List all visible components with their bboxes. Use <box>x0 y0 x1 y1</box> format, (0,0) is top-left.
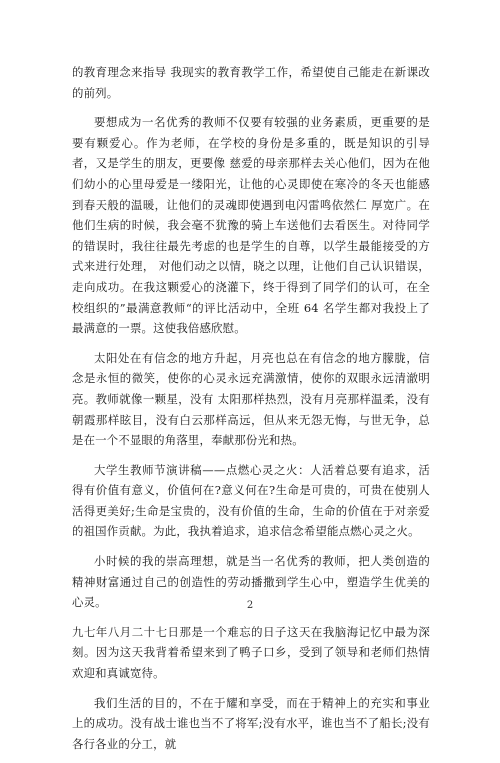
paragraph-1: 的教育理念来指导 我现实的教育教学工作，希望使自己能走在新课改的前列。 <box>72 65 430 100</box>
paragraph-6: 九七年八月二十七日那是一个难忘的日子这天在我脑海记忆中最为深刻。因为这天我背着希望来到了鸭子口乡，受到了领导和老师们热情欢迎和真诚宽待。 <box>72 624 430 681</box>
paragraph-7: 我们生活的目的，不在于耀和享受，而在于精神上的充实和事业上的成功。没有战士谁也当不了将军;没有水平，谁也当不了船长;没有各行各业的分工，就 <box>72 695 430 751</box>
paragraph-5: 小时候的我的崇高理想，就是当一名优秀的教师，把人类创造的精神财富通过自己的创造性的劳动播撒到学生心中，塑造学生优美的心灵。 <box>72 554 430 610</box>
paragraph-4: 大学生教师节演讲稿——点燃心灵之火：人活着总要有追求，活得有价值有意义，价值何在?意义何在?生命是可贵的，可贵在使别人活得更美好;生命是宝贵的，没有价值的生命，生命的价值在于对亲爱的祖国作贡献。为此，我执着追求，追求信念希望能点燃心灵之火。 <box>72 462 430 539</box>
paragraph-3: 太阳处在有信念的地方升起，月亮也总在有信念的地方朦胧，信念是永恒的微笑，使你的心灵永远充满激情，使你的双眼永远清澈明亮。教师就像一颗星，没有 太阳那样热烈，没有月亮那样温柔，没有朝霞那样眩目，没有白云那样高远，但从来无怨无悔，与世无争，总是在一个不显眼的角落里，奉献那份光和热。 <box>72 350 430 448</box>
paragraph-2: 要想成为一名优秀的教师不仅要有较强的业务素质，更重要的是要有颗爱心。作为老师，在学校的身份是多重的，既是知识的引导者，又是学生的朋友，更要像 慈爱的母亲那样去关心他们，因为在他们幼小的心里母爱是一缕阳光，让他的心灵即使在寒冷的冬天也能感到春天般的温暖，让他们的灵魂即使遇到电闪雷鸣依然仁 厚宽广。在他们生病的时候，我会毫不犹豫的骑上车送他们去看医生。对待同学的错误时，我往往最先考虑的也是学生的自尊，以学生最能接受的方式来进行处理， 对他们动之以情，晓之以理，让他们自己认识错误，走向成功。在我这颗爱心的浇灌下，终于得到了同学们的认可，在全校组织的”最满意教师“的评比活动中，全班 64 名学生都对我投上了最满意的一票。这使我倍感欣慰。 <box>72 115 430 336</box>
document-body <box>72 62 430 763</box>
page-number: 2 <box>246 600 254 611</box>
